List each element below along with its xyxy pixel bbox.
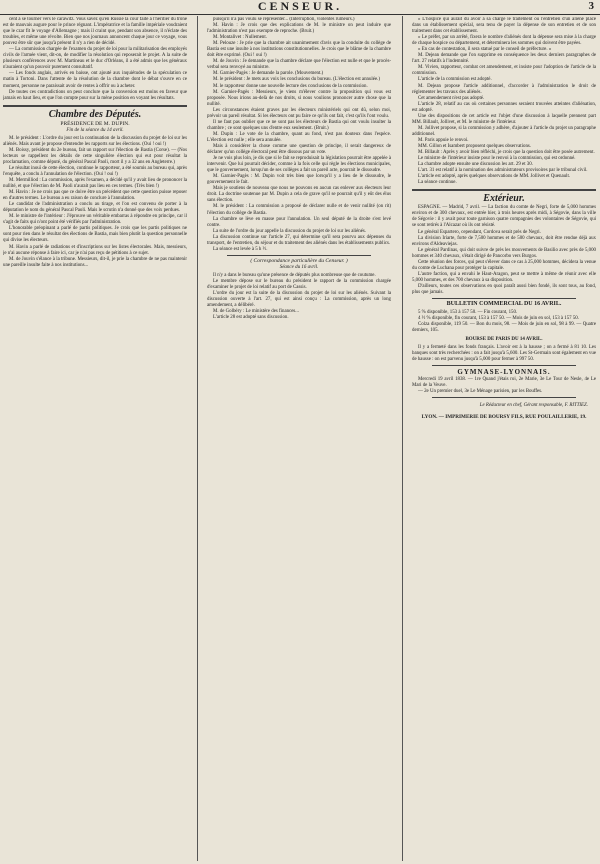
article-paragraph: Le résultat inouï de cette élection, continue le rapporteur, a été soumis au bureau qui, après l'enquête, a conclu à l'annulation de l'élection. (Oui ! oui !)	[3, 165, 187, 177]
article-paragraph: D'ailleurs, toutes ces observations en quoi paraît aussi bien fondé, ils sont tous, au fond, plus que jamais.	[412, 283, 596, 295]
gymnase-line: Mercredi 19 avril 1838. — 1re Quand j'étais roi, 2e Marie, 3e Le Tour de Nesle, 4e Le Mari de la Veuve.	[412, 377, 596, 389]
article-paragraph: M. Billault : Après y avoir bien réfléchi, je crois que la question doit être posée autrement.	[418, 150, 595, 156]
section-date: Fin de la séance du 14 avril.	[66, 127, 124, 133]
article-paragraph: Il n'y a dans le bureau qu'une présence de députés plus nombreuse que de coutume.	[213, 272, 376, 278]
article-paragraph: De toutes ces contradictions on peut conclure que la conversion est moins en faveur que jamais en haut lieu, et que l'on compte pour sur la mène position en voyant les résultats.	[3, 89, 187, 101]
article-paragraph: ESPAGNE. — Madrid, 7 avril. — La faction du comte de Negri, forte de 5,000 hommes environ et de 300 chevaux, est entrée hier, à trois heures après midi, à Ségovie, dans la ville de Ségovie : il y avait pour toute garnison quatre compagnies des volontaires de Ségovie, qui se sont retirés à l'Alcazar où ils ont résisté.	[412, 205, 596, 229]
article-paragraph: L'ordre du jour est la suite de la discussion du projet de loi sur les aliénés. Suivant la discussion ouverte à l'art. 27, qui est ainsi conçu : La commission, après un long amendement, a délibéré.	[207, 290, 391, 309]
article-paragraph: MM. Gillon et Isambert proposent quelques observations.	[418, 143, 532, 149]
article-paragraph: M. Paris appuie le renvoi.	[418, 137, 469, 143]
article-paragraph: M. Vivien, rapporteur, combat cet amendement, et insiste pour l'adoption de l'article de la commission.	[412, 65, 596, 77]
article-paragraph: » En cas de contestation, il sera statué par le conseil de préfecture. »	[418, 47, 552, 53]
article-paragraph: M. le ministre de l'intérieur : J'éprouve un véritable embarras à répondre en principe, car il s'agit de faits qui n'ont point été vérifiés par l'administration.	[3, 214, 187, 226]
bulletin-title: BULLETIN COMMERCIAL DU 16 AVRIL.	[446, 301, 562, 308]
article-paragraph: L'article de la commission est adopté.	[418, 77, 492, 83]
article-paragraph: M. Boissy, président du 2e bureau, fait un rapport sur l'élection de Bastia (Corse). — (Nos lecteurs se rappellent les détails de cette singulière élection qui eut pour résultat la proclamation, comme député, du général Pascal Paoli, mort il y a 32 ans en Angleterre.)	[3, 147, 187, 165]
article-paragraph: M. Montalivet : Nullement.	[213, 35, 267, 41]
section-divider	[412, 189, 596, 191]
article-paragraph: M. Garnier-Pagès : Je demande la parole. (Mouvement.)	[213, 71, 324, 77]
printer-imprint: LYON. — IMPRIMERIE DE BOURSY FILS, RUE POULAILLERIE, 19.	[421, 414, 587, 421]
article-paragraph: — Les fonds anglais, arrivés en baisse, ont ajouté aux inquiétudes de la spéculation ce matin à Tortoni. Dans l'attente de la résolution de la chambre dont le débat s'ouvre en ce moment, personne ne paraissait avoir de rentes à offrir ou à acheter.	[3, 71, 187, 89]
section-title-chambre: Chambre des Députés.	[48, 108, 142, 120]
article-paragraph: Le général Espartero, cependant, Cordova serait près de Negri.	[418, 229, 541, 235]
article-paragraph: L'article 28 est adopté sans discussion.	[213, 315, 289, 321]
article-paragraph: La discussion continue sur l'article 27, qui détermine qu'il sera pourvu aux dépenses du transport, de l'entretien, du séjour et du traitement des aliénés dans les établissements publics.	[207, 234, 391, 246]
column-rule-2	[402, 16, 403, 861]
divider	[432, 298, 576, 299]
article-paragraph: M. Garnier-Pagès : Messieurs, je viens m'élever contre la proposition qui vous est proposée. Nous irions au-delà de nos droits, si nous voulions prononcer autre chose que la nullité.	[207, 89, 391, 107]
article-paragraph: Une des dispositions de cet article est l'objet d'une discussion à laquelle prennent part MM. Billault, Jollivet, et M. le ministre de l'intérieur.	[412, 113, 596, 125]
bourse-title: BOURSE DE PARIS DU 14 AVRIL.	[465, 337, 543, 343]
section-title-exterieur: Extérieur.	[483, 193, 525, 205]
article-paragraph: L'autre faction, qui a envahi le Haut-Aragon, peut se mettre à même de réunir avec elle 5,000 hommes, et des 700 chevaux à sa disposition.	[412, 271, 596, 283]
article-paragraph: La division Iriarte, forte de 7,500 hommes et de 500 chevaux, doit être rendue déjà aux environs d'Aldeaviejas.	[412, 235, 596, 247]
article-paragraph: Je ne vois plus loin, je dis que si le fait se reproduisait la législation pourrait être appelée à intervenir. Que lui pourrait décider, comme à la fois celle qui règle les élections municipales, que le gouvernement, lorsqu'un de ses collèges a fait un pareil acte, pourrait le dissoudre.	[207, 156, 391, 174]
article-paragraph: M. Pelouze : Je prie que la chambre ait unanimement d'avis que la conduite du collège de Bastia est une insulte à nos institutions constitutionnelles. Je crois que le blâme de la chambre doit être exprimé. (Oui ! oui !)	[207, 41, 391, 59]
article-paragraph: M. le président : La commission a proposé de déclarer nulle et de venir nullité (on rit) l'élection du collège de Bastia.	[207, 204, 391, 216]
article-paragraph: Il ne faut pas oublier que ce ne sont pas les électeurs de Bastia qui ont voulu insulter la chambre ; ce sont quelques uns d'entre eux seulement. (Bruit.)	[207, 119, 391, 131]
gymnase-line: — 2e Un premier duel, 3e Le Ménage parisien, par les Bouffes.	[418, 389, 543, 395]
article-paragraph: Le général Pardinas, qui doit suivre de près les mouvements de Basilio avec près de 5,000 hommes et 340 chevaux, s'était dirigé de Pancorbo vers Burgos.	[412, 247, 596, 259]
article-paragraph: M. de Jouvin : Je demande que la chambre déclare que l'élection est nulle et que le procès-verbal sera renvoyé au ministre.	[207, 59, 391, 71]
article-paragraph: M. Havin : Je ne crois pas que ce doive être un précédent que cette question puisse reposer en d'autres termes. Le bureau a eu raison de conclure à l'annulation.	[3, 190, 187, 202]
column-2	[207, 17, 391, 860]
divider	[227, 255, 371, 256]
article-paragraph: M. le rapporteur donne une nouvelle lecture des conclusions de la commission.	[213, 83, 368, 89]
article-paragraph: M. Jollivet propose, si la commission y adhère, d'ajouter à l'article du projet un paragraphe additionnel.	[412, 125, 596, 137]
article-paragraph: Cette réunion des forces, qui peut s'élever dans ce cas à 25,000 hommes, décidera la venue du comte de Luchana pour protéger la capitale.	[412, 259, 596, 271]
article-paragraph: L'article est adopté, après quelques observations de MM. Jollivet et Quenault.	[418, 174, 571, 180]
article-paragraph: M. Havin : Je crois que des explications de M. le ministre on peut induire que l'administration n'est pas exempte de reproche. (Bruit.)	[207, 23, 391, 35]
article-paragraph: M. Garnier-Pagès : M. Dupin voit très bien que lorsqu'il y a lieu de le dissoudre, le gouvernement le fait.	[207, 174, 391, 186]
bulletin-line: 4 ½ % disponible, fin courant, 153 à 157 50. — Mois de juin en sol, 153 à 157 50.	[418, 316, 579, 322]
correspondence-date: Séance du 16 avril.	[279, 264, 319, 270]
article-paragraph: — La commission chargée de l'examen du projet de loi pour la militarisation des employés civils de l'armée vient, dit-on, de modifier la résolution qui reposerait le projet. A la suite de plusieurs conférences avec M. Martineau et le duc d'Orléans, il a été admis que les généraux n'auraient qu'un pouvoir purement consultatif.	[3, 47, 187, 71]
column-3	[412, 17, 596, 860]
gymnase-title: GYMNASE-LYONNAIS.	[457, 368, 551, 377]
article-paragraph: M. Dejean demande que l'on supprime en conséquence les deux derniers paragraphes de l'art. 27 relatifs à l'indemnité.	[412, 53, 596, 65]
section-presidency: PRÉSIDENCE DE M. DUPIN.	[60, 120, 130, 127]
newspaper-title: CENSEUR.	[257, 0, 343, 13]
editor-signature: Le Rédacteur en chef, Gérant responsable, F. RITTIEZ.	[479, 403, 588, 409]
masthead	[0, 0, 600, 15]
article-paragraph: L'honorable préopinant a parlé de partis politiques. Je crois que les partis politiques ne sont pour rien dans le résultat des élections de Bastia, mais bien plutôt la question personnelle qui divise les électeurs.	[3, 226, 187, 244]
article-paragraph: M. Dejean propose l'article additionnel, d'accorder à l'administration le droit de réglementer les travaux des aliénés.	[412, 83, 596, 95]
column-rule-1	[197, 16, 198, 861]
article-paragraph: Le membre dépose sur le bureau du président le rapport de la commission chargée d'examiner le projet de loi relatif au port de Cassis.	[207, 278, 391, 290]
article-paragraph: M. le président : Je mets aux voix les conclusions du bureau. (L'élection est annulée.)	[213, 77, 380, 83]
article-paragraph: L'article 28, relatif au cas où certaines personnes seraient trouvées atteintes d'aliénation, est adopté.	[412, 101, 596, 113]
article-paragraph: La chambre adopte ensuite une discussion les art. 29 et 30.	[418, 162, 533, 168]
article-paragraph: Cet amendement n'est pas adopté.	[418, 95, 485, 101]
section-divider	[3, 105, 187, 107]
correspondence-title: ( Correspondance particulière du Censeur. )	[250, 257, 348, 264]
article-paragraph: Mais à considérer la chose comme une question de principe, il serait dangereux de déclarer qu'un collège électoral peut être dissous par un vote.	[207, 143, 391, 156]
article-paragraph: cent à se tourner vers le carawitz. Vous savez qu'en Russie la cour faite à l'héritier du trône est de mauvais augure pour le prince régnant. L'impératrice et la famille impériale voudraient que le czar fit le voyage d'Allemagne ; mais il craint que, pendant son absence, il n'éclate des troubles, et même une révolte. Bien que nos journaux annoncent chaque jour ce voyage, vous pouvez être sûr que jusqu'à présent il n'y a rien de décidé.	[3, 17, 187, 47]
divider	[432, 397, 576, 398]
bulletin-line: 5 % disponible, 153 à 157 50. — Fin courant, 150.	[418, 310, 518, 316]
article-paragraph: » L'hospice qui aurait dû avoir à sa charge le traitement ou l'entretien d'un aliéné placé dans un établissement spécial, sera tenu de payer la dépense de son entretien et de son traitement dans cet établissement.	[412, 17, 596, 35]
page-number: 3	[588, 0, 594, 12]
bulletin-line: Colza disponible, 119 50. — Bon du mois, 98. — Mois de juin en sol, 98 à 99. — Quatre derniers, 105.	[412, 322, 596, 334]
divider	[432, 365, 576, 366]
article-paragraph: M. Dupin : Le vote de la chambre, quant au fond, n'est pas douteux dans l'espèce. L'élection est nulle ; elle sera annulée.	[207, 131, 391, 143]
article-paragraph: » Le préfet, par un arrêté, fixera le nombre d'aliénés dont la dépense sera mise à la charge de chaque hospice ou département, et déterminera les sommes qui doivent être payées.	[412, 35, 596, 47]
article-paragraph: Mais je soutiens de nouveau que nous ne pouvons en aucun cas enlever aux électeurs leur droit. La doctrine soutenue par M. Dupin a cela de grave qu'il se pourrait qu'il y eût des élus sans élection.	[207, 186, 391, 204]
article-paragraph: Le ministre de l'intérieur insiste pour le renvoi à la commission, qui est ordonné.	[418, 156, 576, 162]
article-paragraph: puisqu'il n'a pas voulu se représenter... (Interruption, violentes rumeurs.)	[213, 17, 355, 22]
article-paragraph: M. Mermilliod : La commission, après l'examen, a décidé qu'il y avait lieu de prononcer la nullité, et que l'élection de M. Paoli n'aurait pas lieu en ces termes. (Très bien !)	[3, 177, 187, 190]
article-paragraph: La chambre se lève en masse pour l'annulation. Un seul député de la droite s'est levé contre.	[207, 216, 391, 228]
article-paragraph: La séance continue.	[418, 180, 457, 186]
article-paragraph: La séance est levée à 5 h ½.	[213, 246, 268, 252]
article-paragraph: Les circonstances étaient graves par les électeurs ministériels qui ont dû, selon moi, prévoir un pareil résultat. Si les électeurs ont pu faire ce qu'ils ont fait, c'est qu'ils l'ont voulu.	[207, 107, 391, 119]
column-1	[3, 17, 187, 860]
article-paragraph: M. le président : L'ordre du jour est la continuation de la discussion du projet de loi sur les aliénés. Mais avant je propose d'entendre les rapports sur les élections. (Oui ! oui !)	[3, 135, 187, 147]
article-paragraph: M. de Golbéry : Le ministère des finances...	[213, 309, 299, 315]
article-paragraph: Le candidat de l'administration a conclu au tirage, et l'on est convenu de porter à la députation le nom du général Pascal Paoli. Mais le scrutin n'a donné que des voix perdues.	[3, 202, 187, 214]
bourse-text: Il y a fermeté dans les fonds français. L'avoir est à la hausse ; on a fermé à 81 10. Les banques sont très recherchées : on a fait jusqu'à 5,600. Les St-Germain sont également en vue de hausse : on est parvenu jusqu'à 5,000 pour fermer à 997 50.	[412, 345, 596, 363]
article-paragraph: M. de Jouvin s'élance à la tribune. Messieurs, dit-il, je prie la chambre de ne pas maintenir une pareille insulte faite à nos institutions...	[3, 256, 187, 268]
article-paragraph: L'art. 31 est relatif à la nomination des administrateurs provisoires par le tribunal civil.	[418, 168, 588, 174]
article-paragraph: M. Havin a parlé de radiations et d'inscriptions sur les listes électorales. Mais, messieurs, je n'ai aucune réponse à faire ici, car je n'ai pas reçu de pétitions à ce sujet.	[3, 244, 187, 256]
article-paragraph: La suite de l'ordre du jour appelle la discussion du projet de loi sur les aliénés.	[213, 228, 366, 234]
